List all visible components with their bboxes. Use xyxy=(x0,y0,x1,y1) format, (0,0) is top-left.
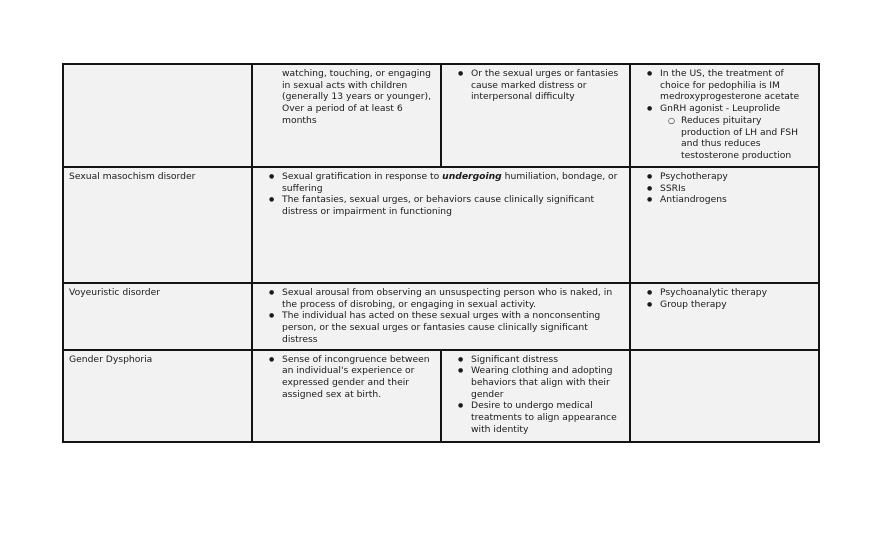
list-item: ● The fantasies, sexual urges, or behaviors cause clinically significant distress or impairment in functioning xyxy=(269,194,624,217)
list-item xyxy=(269,171,624,194)
table-row xyxy=(63,350,819,442)
treatment-list xyxy=(636,171,813,206)
list-item: ● SSRIs xyxy=(647,183,813,195)
disorder-cell: Voyeuristic disorder xyxy=(63,283,252,350)
disorder-cell: Gender Dysphoria xyxy=(63,350,252,442)
treatment-cell xyxy=(630,283,819,350)
list-item: ● In the US, the treatment of choice for pedophilia is IM medroxyprogesterone acetate xyxy=(647,68,813,103)
list-item: ● Wearing clothing and adopting behaviors that align with their gender xyxy=(458,365,624,400)
list-item: ● Sense of incongruence between an individual's experience or expressed gender and their assigned sex at birth. xyxy=(269,354,435,401)
table-row xyxy=(63,167,819,283)
treatment-sublist xyxy=(660,115,813,162)
criteria-list xyxy=(258,354,435,401)
table-row xyxy=(63,283,819,350)
list-item xyxy=(647,103,813,162)
list-item: ● Antiandrogens xyxy=(647,194,813,206)
criteria-text: watching, touching, or engaging in sexual acts with children (generally 13 years or younger), Over a period of at least 6 months xyxy=(282,68,432,126)
table-row xyxy=(63,64,819,167)
criteria-cell xyxy=(252,350,441,442)
features-list xyxy=(447,354,624,436)
list-item: ● Desire to undergo medical treatments to align appearance with identity xyxy=(458,400,624,435)
list-item-text: GnRH agonist - Leuprolide xyxy=(660,103,781,115)
disorder-cell xyxy=(63,64,252,167)
emphasis-text: undergoing xyxy=(442,171,502,182)
disorder-cell: Sexual masochism disorder xyxy=(63,167,252,283)
criteria-list xyxy=(258,287,624,346)
criteria-text-part: Sexual gratification in response to xyxy=(282,171,443,182)
criteria-cell xyxy=(252,167,630,283)
list-item: ● The individual has acted on these sexual urges with a nonconsenting person, or the sexual urges or fantasies cause clinically significant distress xyxy=(269,310,624,345)
list-item: ● Psychotherapy xyxy=(647,171,813,183)
features-cell xyxy=(441,64,630,167)
list-item: ● Or the sexual urges or fantasies cause marked distress or interpersonal difficulty xyxy=(458,68,624,103)
list-item: ● Sexual arousal from observing an unsuspecting person who is naked, in the process of disrobing, or engaging in sexual activity. xyxy=(269,287,624,310)
disorders-table xyxy=(62,63,820,443)
list-item: ● Psychoanalytic therapy xyxy=(647,287,813,299)
features-cell xyxy=(441,350,630,442)
treatment-list xyxy=(636,287,813,310)
features-list xyxy=(447,68,624,103)
treatment-list xyxy=(636,68,813,162)
criteria-list xyxy=(258,171,624,218)
criteria-cell xyxy=(252,283,630,350)
criteria-cell xyxy=(252,64,441,167)
treatment-cell xyxy=(630,350,819,442)
list-item: ● Group therapy xyxy=(647,299,813,311)
treatment-cell xyxy=(630,64,819,167)
treatment-cell xyxy=(630,167,819,283)
list-item: ● Significant distress xyxy=(458,354,624,366)
list-item: ○ Reduces pituitary production of LH and FSH and thus reduces testosterone production xyxy=(668,115,813,162)
criteria-text-part: humiliation, bondage, or suffering xyxy=(282,171,618,194)
